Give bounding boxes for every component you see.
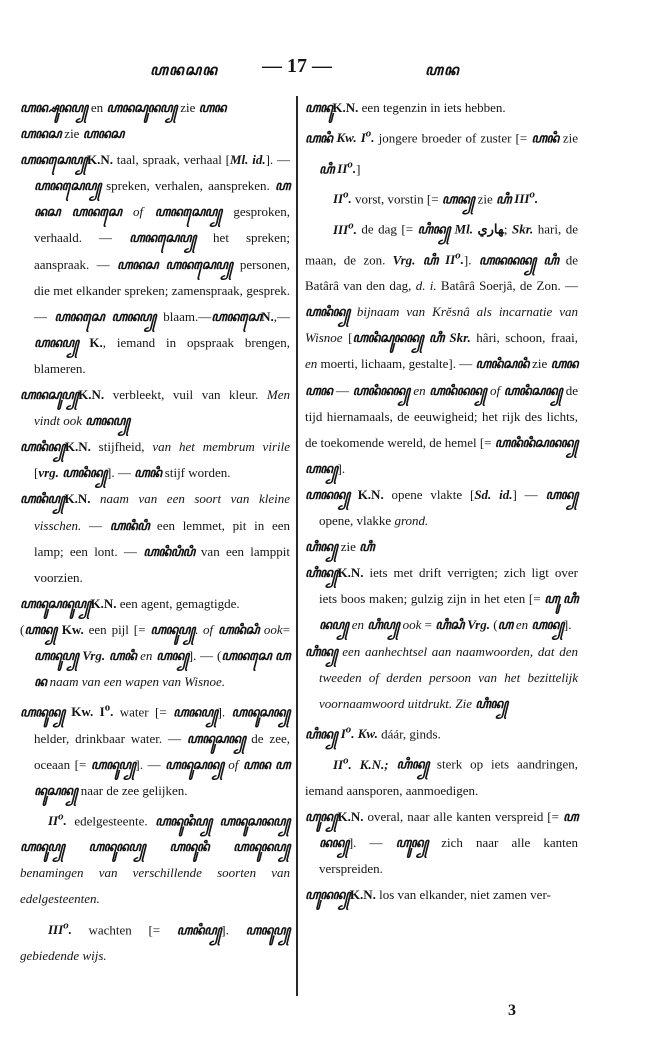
dictionary-entry: ꦲꦤꦶ Kw. $I^o$. jongere broeder of zuster [= ꦲꦤꦶ zie ꦲꦶ $II^o$.]	[305, 128, 578, 176]
dictionary-entry: ꦲꦤꦸK.N. een tegenzin in iets hebben.	[305, 100, 506, 115]
dictionary-entry: (ꦲꦤ꧀ Kw. een pijl [= ꦲꦤꦸꦥ꧀. of ꦲꦤꦶꦱꦶ ook= ꦲꦤꦸꦥ꧀ Vrg. ꦲꦤꦶ en ꦲꦤ꧀]. — (ꦲꦤꦱꦺ ꦲꦤ naam van een wapen van Wisnoe.	[20, 621, 291, 690]
running-head-left: ꦲꦤꦱꦤ	[150, 63, 218, 79]
column-divider	[296, 96, 298, 996]
dictionary-entry: III$^o$. wachten [= ꦲꦤꦶꦥ꧀]. ꦲꦤꦸꦥ꧀ gebiedende wijs.	[20, 919, 290, 963]
dictionary-entry: ꦲꦶꦤ꧀K.N. iets met drift verrigten; zich ligt over iets boos maken; gulzig zijn in het eten [= ꦲꦸ ꦲꦶꦤꦥ꧀ en ꦲꦶꦥ꧀ ook = ꦲꦶꦱꦶ Vrg. (ꦲ en ꦲꦤ꧀].	[305, 565, 579, 633]
dictionary-entry: ꦲꦶꦤ꧀ zie ꦲꦶ	[305, 539, 375, 555]
dictionary-entry: ꦲꦤꦱ zie ꦲꦤꦱ	[20, 126, 124, 142]
dictionary-entry: ꦲꦸꦤꦤ꧀K.N. los van elkander, niet zamen ver-	[305, 887, 551, 903]
left-column	[20, 95, 290, 969]
dictionary-entry: ꦲꦤ꧀ꦱꦸꦤꦥ꧀ en ꦲꦤꦱꦸꦤꦥ꧀ zie ꦲꦤ	[20, 100, 226, 115]
dictionary-entry: ꦲꦤꦱꦸꦥ꧀K.N. verbleekt, vuil van kleur. Men vindt ook ꦲꦤꦥ꧀	[20, 387, 290, 429]
dictionary-entry: $II^o$. K.N.; ꦲꦶꦤ꧀ sterk op iets aandringen, iemand aansporen, aanmoedigen.	[305, 754, 579, 798]
dictionary-entry: ꦲꦤꦤ꧀ K.N. opene vlakte [Sd. id.] — ꦲꦤ꧀ opene, vlakke grond.	[305, 486, 578, 529]
page-header	[0, 55, 650, 82]
dictionary-entry: ꦲꦤꦱꦺꦥ꧀K.N. taal, spraak, verhaal [Ml. id.]. — ꦲꦤꦱꦺꦥ꧀ spreken, verhalen, aanspreken. ꦲꦤꦱ ꦲꦤꦱꦺ of ꦲꦤꦱꦺꦥ꧀ gesproken, verhaald. — ꦲꦤꦱꦺꦥ꧀ het spreken; aanspraak. — ꦲꦤꦱ ꦲꦤꦱꦺꦥ꧀ personen, die met elkander spreken; zamenspraak, gesprek. — ꦲꦤꦱꦺ ꦲꦤꦥ꧀ blaam.—ꦲꦤꦱꦺN.,— ꦲꦤꦥ꧀ K., iemand in opspraak brengen, blameren.	[20, 152, 291, 376]
running-head-right: ꦲꦤ	[425, 63, 460, 79]
dictionary-entry: III$^o$. de dag [= ꦲꦶꦤ꧀ Ml. ﮭﺎﺭﻱ; Skr. hari, de maan, de zon. Vrg. ꦲꦶ $II^o$.]. ꦲꦤꦤꦤ꧀ ꦲꦶ de Batârâ van den dag, d. i. Batârâ Soerjâ, de Zon. — ꦲꦤꦶꦤ꧀ bijnaam van Krĕsnâ als incarnatie van Wisnoe [ꦲꦤꦶꦱꦸꦤꦤ꧀ ꦲꦶ Skr. hâri, schoon, fraai, en moerti, lichaam, gestalte]. — ꦲꦤꦶꦱꦤꦶ zie ꦲꦤ ꦲꦤ — ꦲꦤꦶꦤꦤ꧀ en ꦲꦤꦶꦤꦤ꧀ of ꦲꦤꦶꦱꦤ꧀ de tijd hiernamaals, de eeuwigheid; het rijk des lichts, de toekomende wereld, de hemel [= ꦲꦤꦶꦤꦶꦱꦤꦤ꧀ ꦲꦤ꧀].	[305, 219, 579, 476]
dictionary-entry: ꦲꦶꦤ꧀ $I^o$. Kw. dáár, ginds.	[305, 723, 441, 742]
right-column	[305, 95, 578, 908]
dictionary-entry: ꦲꦤꦸꦤ꧀ Kw. $I^o$. water [= ꦲꦤꦥ꧀]. ꦲꦤꦸꦱꦤ꧀ helder, drinkbaar water. — ꦲꦤꦸꦱꦤ꧀ de zee, oceaan [= ꦲꦤꦸꦥ꧀]. — ꦲꦤꦸꦱꦤ꧀ of ꦲꦤ ꦲꦤꦸꦱꦤ꧀ naar de zee gelijken.	[20, 702, 291, 798]
dictionary-entry: ꦲꦤꦸꦱꦤꦸꦥ꧀K.N. een agent, gemagtigde.	[20, 595, 240, 611]
dictionary-entry: ꦲꦤꦶꦥ꧀K.N. naam van een soort van kleine visschen. — ꦲꦤꦶꦥꦶ een lemmet, pit in een lamp; een lont. — ꦲꦤꦶꦥꦶꦥꦶ van een lamppit voorzien.	[20, 491, 291, 585]
dictionary-entry: ꦲꦶꦤ꧀ een aanhechtsel aan naamwoorden, dat den tweeden of derden persoon van het bezittelijk voornaamwoord uitdrukt. Zie ꦲꦶꦤ꧀	[305, 643, 579, 711]
signature-mark: 3	[508, 1002, 516, 1019]
dictionary-entry: $II^o$. vorst, vorstin [= ꦲꦤ꧀ zie ꦲꦶ III$^o$.	[333, 188, 539, 207]
dictionary-entry: ꦲꦤꦶꦤ꧀K.N. stijfheid, van het membrum virile [vrg. ꦲꦤꦶꦤ꧀]. — ꦲꦤꦶ stijf worden.	[20, 439, 290, 481]
dictionary-entry: ꦲꦸꦤ꧀K.N. overal, naar alle kanten verspreid [= ꦲꦤꦤ꧀]. — ꦲꦸꦤ꧀ zich naar alle kanten verspreiden.	[305, 808, 578, 876]
page-number: — 17 —	[262, 55, 332, 77]
dictionary-entry: $II^o$. edelgesteente. ꦲꦤꦸꦤꦶꦥ꧀ ꦲꦤꦸꦱꦤꦥ꧀ ꦲꦤꦸꦥ꧀ ꦲꦤꦸꦤꦥ꧀ ꦲꦤꦸꦤꦶ ꦲꦤꦸꦤꦥ꧀ benamingen van verschillende soorten van edelgesteenten.	[20, 810, 291, 907]
